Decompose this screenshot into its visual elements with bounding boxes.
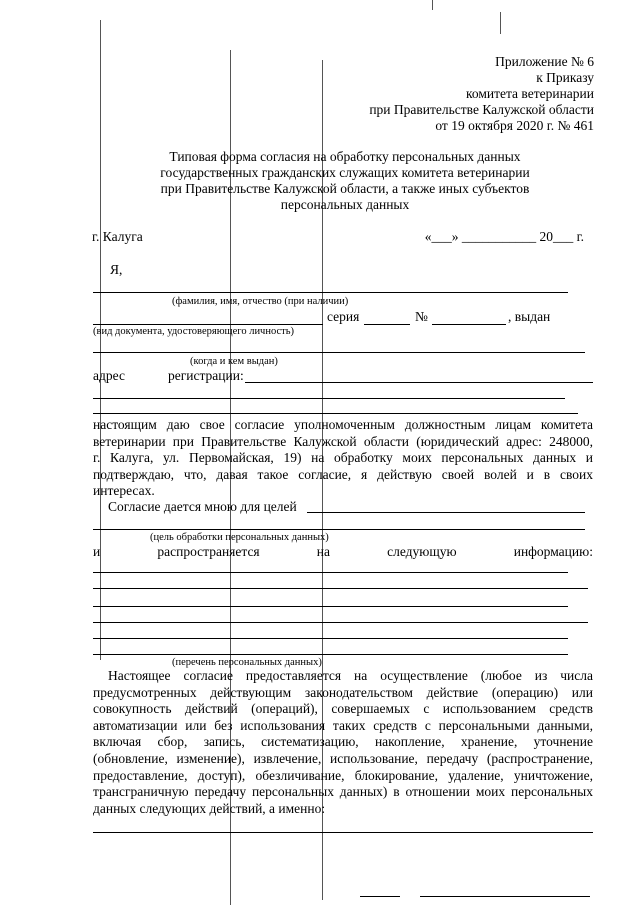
form-title-line-2: государственных гражданских служащих комитета ветеринарии (160, 165, 530, 180)
purpose-line-2[interactable] (93, 529, 585, 530)
consent-line: подтверждаю, что, давая такое согласие, я действую своей волей и в своих (93, 466, 593, 482)
document-type-line[interactable] (93, 324, 323, 325)
purpose-line[interactable] (307, 512, 585, 513)
form-title-line-3: при Правительстве Калужской области, а также иных субъектов (160, 181, 530, 196)
info-word: информацию: (513, 544, 593, 559)
address-line-2[interactable] (93, 398, 565, 399)
form-title-line-4: персональных данных (280, 197, 410, 212)
info-field-line-1[interactable] (93, 572, 568, 573)
actions-line: (обновление, изменение), извлечение, использование, передачу (распространение, (93, 750, 593, 766)
date-field[interactable]: «___» ___________ 20___ г. (424, 229, 584, 244)
actions-field-line-3[interactable] (420, 896, 590, 897)
info-word: и (93, 544, 101, 559)
address-line-3[interactable] (93, 413, 578, 414)
purpose-label: Согласие дается мною для целей (108, 499, 297, 514)
actions-field-line-2[interactable] (360, 896, 400, 897)
info-word: на (316, 544, 330, 559)
list-caption: (перечень персональных данных) (172, 657, 322, 668)
city: г. Калуга (92, 229, 143, 244)
actions-line: включая сбор, запись, систематизацию, накопление, хранение, уточнение (93, 734, 593, 750)
consent-line: г. Калуга, ул. Первомайская, 19) на обработку моих персональных данных и (93, 450, 593, 466)
actions-paragraph (93, 668, 593, 817)
i-label: Я, (110, 262, 123, 277)
info-word: распространяется (157, 544, 260, 559)
actions-line: трансграничную передачу персональных данных) в отношении моих персональных (93, 784, 593, 800)
info-field-line-3[interactable] (93, 606, 568, 607)
document-caption: (вид документа, удостоверяющего личность) (93, 326, 295, 337)
issued-label: , выдан (508, 309, 551, 324)
info-field-line-2[interactable] (93, 588, 588, 589)
form-title-line-1: Типовая форма согласия на обработку персональных данных (169, 149, 521, 164)
number-line[interactable] (432, 324, 506, 325)
actions-line: совокупность действий (операций), совершаемых с использованием средств (93, 701, 593, 717)
actions-line: Настоящее согласие предоставляется на осуществление (любое из числа (108, 668, 593, 683)
appendix-line-1: Приложение № 6 (495, 54, 594, 69)
series-line[interactable] (364, 324, 410, 325)
actions-field-line-1[interactable] (93, 832, 593, 833)
consent-paragraph (93, 417, 593, 500)
series-label: серия (327, 309, 360, 324)
actions-line: автоматизации или без использования таких средств с персональными данными, (93, 717, 593, 733)
consent-line: настоящим даю свое согласие уполномоченным должностным лицам комитета (93, 417, 593, 432)
consent-line: интересах. (93, 483, 155, 499)
info-field-line-5[interactable] (93, 638, 568, 639)
purpose-caption: (цель обработки персональных данных) (150, 532, 329, 543)
appendix-line-4: при Правительстве Калужской области (369, 102, 594, 117)
actions-line: предусмотренных действующим законодательством действие (операцию) или (93, 684, 593, 700)
info-field-line-6[interactable] (93, 654, 568, 655)
fio-line[interactable] (93, 292, 568, 293)
fio-caption: (фамилия, имя, отчество (при наличии) (172, 296, 349, 307)
issued-caption: (когда и кем выдан) (190, 356, 278, 367)
info-field-line-4[interactable] (93, 622, 588, 623)
consent-line: ветеринарии при Правительстве Калужской области (юридический адрес: 248000, (93, 433, 593, 449)
scan-artifact-line (100, 20, 101, 660)
number-label: № (415, 309, 428, 324)
appendix-line-2: к Приказу (536, 70, 594, 85)
registration-line[interactable] (245, 382, 593, 383)
info-word: следующую (387, 544, 457, 559)
registration-label: регистрации: (168, 368, 244, 383)
info-line (93, 544, 593, 560)
actions-line: данных следующих действий, а именно: (93, 800, 326, 816)
actions-line: предоставление, доступ), обезличивание, блокирование, удаление, уничтожение, (93, 767, 593, 783)
scan-artifact-line (500, 12, 501, 34)
appendix-line-5: от 19 октября 2020 г. № 461 (435, 118, 594, 133)
issued-line[interactable] (93, 352, 585, 353)
address-label: адрес (93, 368, 125, 383)
appendix-line-3: комитета ветеринарии (465, 86, 594, 101)
scan-artifact-line (432, 0, 433, 10)
